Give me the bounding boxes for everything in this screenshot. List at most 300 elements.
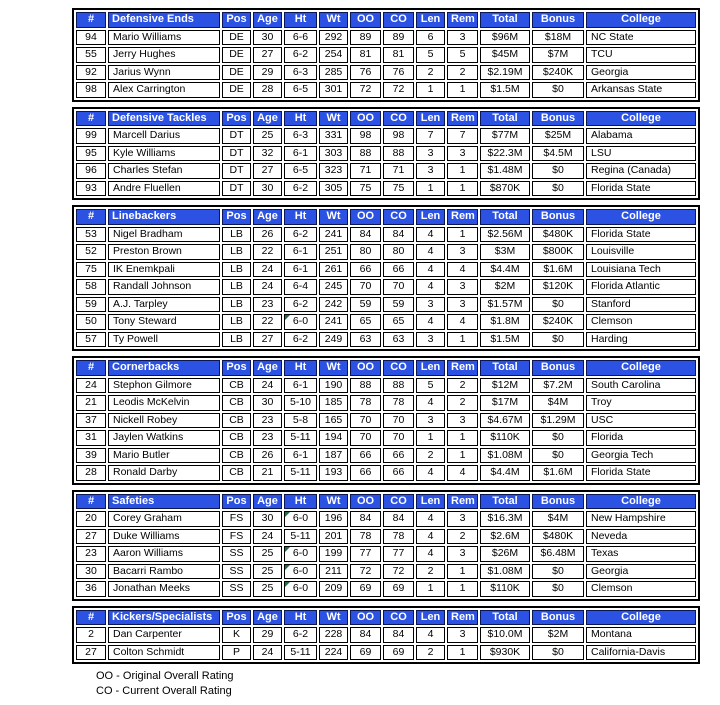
cell-rem[interactable]: 1 xyxy=(447,227,478,243)
cell-total[interactable]: $45M xyxy=(480,47,530,63)
cell-pos[interactable]: FS xyxy=(222,511,251,527)
cell-ht[interactable]: 6-2 xyxy=(284,332,317,348)
cell-ht[interactable]: 5-11 xyxy=(284,465,317,481)
cell-age[interactable]: 30 xyxy=(253,511,282,527)
cell-ht-flagged[interactable]: 6-0 xyxy=(284,581,317,597)
cell-bonus[interactable]: $7.2M xyxy=(532,378,584,394)
cell-ht-flagged[interactable]: 6-0 xyxy=(284,314,317,330)
cell-pos[interactable]: CB xyxy=(222,413,251,429)
column-header-college[interactable]: College xyxy=(586,494,696,510)
cell-num[interactable]: 39 xyxy=(76,448,106,464)
cell-num[interactable]: 98 xyxy=(76,82,106,98)
cell-rem[interactable]: 2 xyxy=(447,378,478,394)
cell-num[interactable]: 21 xyxy=(76,395,106,411)
cell-rem[interactable]: 1 xyxy=(447,645,478,661)
cell-age[interactable]: 29 xyxy=(253,65,282,81)
cell-rem[interactable]: 1 xyxy=(447,430,478,446)
cell-total[interactable]: $1.08M xyxy=(480,448,530,464)
column-header-college[interactable]: College xyxy=(586,360,696,376)
cell-age[interactable]: 32 xyxy=(253,146,282,162)
cell-num[interactable]: 30 xyxy=(76,564,106,580)
cell-player-name[interactable]: Duke Williams xyxy=(108,529,220,545)
cell-age[interactable]: 30 xyxy=(253,30,282,46)
cell-total[interactable]: $2M xyxy=(480,279,530,295)
column-header-oo[interactable]: OO xyxy=(350,360,381,376)
cell-wt[interactable]: 199 xyxy=(319,546,348,562)
cell-player-name[interactable]: Ronald Darby xyxy=(108,465,220,481)
column-header-total[interactable]: Total xyxy=(480,360,530,376)
cell-total[interactable]: $4.4M xyxy=(480,465,530,481)
column-header-ht[interactable]: Ht xyxy=(284,610,317,626)
cell-bonus[interactable]: $120K xyxy=(532,279,584,295)
cell-oo[interactable]: 59 xyxy=(350,297,381,313)
cell-age[interactable]: 24 xyxy=(253,279,282,295)
cell-len[interactable]: 5 xyxy=(416,378,445,394)
cell-pos[interactable]: LB xyxy=(222,332,251,348)
cell-num[interactable]: 55 xyxy=(76,47,106,63)
cell-player-name[interactable]: Colton Schmidt xyxy=(108,645,220,661)
cell-age[interactable]: 25 xyxy=(253,564,282,580)
cell-rem[interactable]: 4 xyxy=(447,314,478,330)
column-header-rem[interactable]: Rem xyxy=(447,494,478,510)
cell-wt[interactable]: 187 xyxy=(319,448,348,464)
column-header-num[interactable]: # xyxy=(76,111,106,127)
cell-player-name[interactable]: Preston Brown xyxy=(108,244,220,260)
cell-num[interactable]: 23 xyxy=(76,546,106,562)
cell-bonus[interactable]: $240K xyxy=(532,314,584,330)
cell-pos[interactable]: LB xyxy=(222,297,251,313)
cell-co[interactable]: 89 xyxy=(383,30,414,46)
cell-co[interactable]: 72 xyxy=(383,82,414,98)
cell-total[interactable]: $4.67M xyxy=(480,413,530,429)
cell-college[interactable]: Regina (Canada) xyxy=(586,163,696,179)
column-header-co[interactable]: CO xyxy=(383,12,414,28)
cell-rem[interactable]: 2 xyxy=(447,529,478,545)
cell-total[interactable]: $110K xyxy=(480,581,530,597)
cell-age[interactable]: 23 xyxy=(253,413,282,429)
cell-college[interactable]: South Carolina xyxy=(586,378,696,394)
column-header-co[interactable]: CO xyxy=(383,360,414,376)
cell-rem[interactable]: 3 xyxy=(447,627,478,643)
cell-pos[interactable]: DT xyxy=(222,146,251,162)
cell-rem[interactable]: 5 xyxy=(447,47,478,63)
cell-bonus[interactable]: $0 xyxy=(532,581,584,597)
cell-player-name[interactable]: Nickell Robey xyxy=(108,413,220,429)
cell-age[interactable]: 25 xyxy=(253,581,282,597)
cell-college[interactable]: Clemson xyxy=(586,314,696,330)
cell-player-name[interactable]: Charles Stefan xyxy=(108,163,220,179)
cell-oo[interactable]: 70 xyxy=(350,430,381,446)
cell-ht[interactable]: 6-1 xyxy=(284,244,317,260)
cell-len[interactable]: 6 xyxy=(416,30,445,46)
cell-pos[interactable]: SS xyxy=(222,581,251,597)
cell-total[interactable]: $3M xyxy=(480,244,530,260)
column-header-co[interactable]: CO xyxy=(383,209,414,225)
column-header-len[interactable]: Len xyxy=(416,111,445,127)
cell-player-name[interactable]: Nigel Bradham xyxy=(108,227,220,243)
cell-player-name[interactable]: Jonathan Meeks xyxy=(108,581,220,597)
column-header-ht[interactable]: Ht xyxy=(284,494,317,510)
cell-age[interactable]: 29 xyxy=(253,627,282,643)
cell-college[interactable]: Troy xyxy=(586,395,696,411)
cell-oo[interactable]: 69 xyxy=(350,645,381,661)
cell-oo[interactable]: 81 xyxy=(350,47,381,63)
cell-ht[interactable]: 5-11 xyxy=(284,645,317,661)
cell-num[interactable]: 27 xyxy=(76,529,106,545)
cell-bonus[interactable]: $25M xyxy=(532,128,584,144)
cell-oo[interactable]: 78 xyxy=(350,529,381,545)
cell-ht[interactable]: 6-5 xyxy=(284,82,317,98)
cell-player-name[interactable]: Corey Graham xyxy=(108,511,220,527)
cell-bonus[interactable]: $0 xyxy=(532,448,584,464)
cell-pos[interactable]: DE xyxy=(222,47,251,63)
cell-co[interactable]: 66 xyxy=(383,448,414,464)
cell-co[interactable]: 71 xyxy=(383,163,414,179)
column-header-wt[interactable]: Wt xyxy=(319,111,348,127)
cell-len[interactable]: 4 xyxy=(416,244,445,260)
cell-oo[interactable]: 75 xyxy=(350,181,381,197)
column-header-oo[interactable]: OO xyxy=(350,12,381,28)
cell-co[interactable]: 66 xyxy=(383,262,414,278)
cell-college[interactable]: Georgia xyxy=(586,564,696,580)
cell-bonus[interactable]: $4M xyxy=(532,511,584,527)
cell-rem[interactable]: 1 xyxy=(447,581,478,597)
column-header-bonus[interactable]: Bonus xyxy=(532,111,584,127)
cell-ht[interactable]: 6-5 xyxy=(284,163,317,179)
cell-age[interactable]: 28 xyxy=(253,82,282,98)
cell-pos[interactable]: SS xyxy=(222,564,251,580)
cell-len[interactable]: 4 xyxy=(416,395,445,411)
column-header-num[interactable]: # xyxy=(76,494,106,510)
cell-player-name[interactable]: Bacarri Rambo xyxy=(108,564,220,580)
cell-num[interactable]: 59 xyxy=(76,297,106,313)
cell-college[interactable]: California-Davis xyxy=(586,645,696,661)
cell-pos[interactable]: CB xyxy=(222,448,251,464)
cell-college[interactable]: Clemson xyxy=(586,581,696,597)
cell-oo[interactable]: 66 xyxy=(350,262,381,278)
cell-total[interactable]: $96M xyxy=(480,30,530,46)
section-title[interactable]: Safeties xyxy=(108,494,220,510)
cell-num[interactable]: 94 xyxy=(76,30,106,46)
column-header-oo[interactable]: OO xyxy=(350,209,381,225)
cell-bonus[interactable]: $0 xyxy=(532,163,584,179)
cell-num[interactable]: 20 xyxy=(76,511,106,527)
cell-ht[interactable]: 6-2 xyxy=(284,297,317,313)
cell-player-name[interactable]: Alex Carrington xyxy=(108,82,220,98)
cell-oo[interactable]: 89 xyxy=(350,30,381,46)
cell-num[interactable]: 96 xyxy=(76,163,106,179)
cell-co[interactable]: 84 xyxy=(383,511,414,527)
cell-ht[interactable]: 6-2 xyxy=(284,627,317,643)
cell-co[interactable]: 72 xyxy=(383,564,414,580)
cell-total[interactable]: $2.56M xyxy=(480,227,530,243)
cell-len[interactable]: 2 xyxy=(416,645,445,661)
cell-rem[interactable]: 3 xyxy=(447,511,478,527)
cell-rem[interactable]: 3 xyxy=(447,146,478,162)
cell-bonus[interactable]: $4M xyxy=(532,395,584,411)
cell-pos[interactable]: DE xyxy=(222,65,251,81)
cell-wt[interactable]: 251 xyxy=(319,244,348,260)
cell-co[interactable]: 70 xyxy=(383,430,414,446)
cell-total[interactable]: $77M xyxy=(480,128,530,144)
cell-pos[interactable]: P xyxy=(222,645,251,661)
cell-num[interactable]: 24 xyxy=(76,378,106,394)
cell-num[interactable]: 57 xyxy=(76,332,106,348)
cell-len[interactable]: 4 xyxy=(416,627,445,643)
cell-pos[interactable]: CB xyxy=(222,395,251,411)
cell-oo[interactable]: 88 xyxy=(350,378,381,394)
cell-wt[interactable]: 285 xyxy=(319,65,348,81)
cell-pos[interactable]: LB xyxy=(222,244,251,260)
column-header-age[interactable]: Age xyxy=(253,111,282,127)
cell-wt[interactable]: 209 xyxy=(319,581,348,597)
cell-len[interactable]: 4 xyxy=(416,314,445,330)
cell-rem[interactable]: 1 xyxy=(447,448,478,464)
cell-bonus[interactable]: $240K xyxy=(532,65,584,81)
cell-pos[interactable]: DE xyxy=(222,82,251,98)
cell-bonus[interactable]: $480K xyxy=(532,227,584,243)
column-header-rem[interactable]: Rem xyxy=(447,610,478,626)
cell-rem[interactable]: 3 xyxy=(447,30,478,46)
cell-co[interactable]: 69 xyxy=(383,645,414,661)
cell-total[interactable]: $110K xyxy=(480,430,530,446)
cell-len[interactable]: 7 xyxy=(416,128,445,144)
column-header-len[interactable]: Len xyxy=(416,360,445,376)
cell-co[interactable]: 59 xyxy=(383,297,414,313)
cell-ht[interactable]: 6-2 xyxy=(284,47,317,63)
cell-age[interactable]: 22 xyxy=(253,244,282,260)
cell-rem[interactable]: 3 xyxy=(447,413,478,429)
cell-college[interactable]: Louisiana Tech xyxy=(586,262,696,278)
column-header-age[interactable]: Age xyxy=(253,610,282,626)
cell-ht[interactable]: 6-1 xyxy=(284,378,317,394)
cell-len[interactable]: 1 xyxy=(416,430,445,446)
cell-num[interactable]: 27 xyxy=(76,645,106,661)
cell-rem[interactable]: 1 xyxy=(447,163,478,179)
cell-pos[interactable]: CB xyxy=(222,430,251,446)
cell-ht-flagged[interactable]: 6-0 xyxy=(284,546,317,562)
column-header-rem[interactable]: Rem xyxy=(447,209,478,225)
cell-bonus[interactable]: $0 xyxy=(532,332,584,348)
column-header-len[interactable]: Len xyxy=(416,494,445,510)
cell-co[interactable]: 88 xyxy=(383,378,414,394)
cell-wt[interactable]: 241 xyxy=(319,314,348,330)
cell-num[interactable]: 53 xyxy=(76,227,106,243)
cell-pos[interactable]: CB xyxy=(222,378,251,394)
cell-wt[interactable]: 254 xyxy=(319,47,348,63)
cell-college[interactable]: Montana xyxy=(586,627,696,643)
cell-wt[interactable]: 228 xyxy=(319,627,348,643)
cell-player-name[interactable]: Kyle Williams xyxy=(108,146,220,162)
column-header-rem[interactable]: Rem xyxy=(447,111,478,127)
cell-num[interactable]: 50 xyxy=(76,314,106,330)
cell-num[interactable]: 52 xyxy=(76,244,106,260)
cell-co[interactable]: 65 xyxy=(383,314,414,330)
cell-age[interactable]: 25 xyxy=(253,546,282,562)
cell-ht[interactable]: 6-2 xyxy=(284,181,317,197)
cell-oo[interactable]: 66 xyxy=(350,465,381,481)
cell-player-name[interactable]: Stephon Gilmore xyxy=(108,378,220,394)
cell-len[interactable]: 5 xyxy=(416,47,445,63)
cell-age[interactable]: 23 xyxy=(253,430,282,446)
cell-ht[interactable]: 6-3 xyxy=(284,128,317,144)
cell-total[interactable]: $22.3M xyxy=(480,146,530,162)
cell-college[interactable]: New Hampshire xyxy=(586,511,696,527)
cell-ht[interactable]: 6-4 xyxy=(284,279,317,295)
cell-pos[interactable]: DT xyxy=(222,128,251,144)
column-header-total[interactable]: Total xyxy=(480,494,530,510)
cell-wt[interactable]: 249 xyxy=(319,332,348,348)
cell-total[interactable]: $1.57M xyxy=(480,297,530,313)
cell-player-name[interactable]: Randall Johnson xyxy=(108,279,220,295)
cell-co[interactable]: 98 xyxy=(383,128,414,144)
column-header-college[interactable]: College xyxy=(586,610,696,626)
cell-player-name[interactable]: Marcell Darius xyxy=(108,128,220,144)
cell-co[interactable]: 84 xyxy=(383,627,414,643)
column-header-age[interactable]: Age xyxy=(253,12,282,28)
cell-age[interactable]: 24 xyxy=(253,378,282,394)
cell-player-name[interactable]: Andre Fluellen xyxy=(108,181,220,197)
cell-rem[interactable]: 3 xyxy=(447,279,478,295)
column-header-total[interactable]: Total xyxy=(480,209,530,225)
column-header-college[interactable]: College xyxy=(586,209,696,225)
cell-college[interactable]: LSU xyxy=(586,146,696,162)
column-header-bonus[interactable]: Bonus xyxy=(532,360,584,376)
cell-len[interactable]: 1 xyxy=(416,181,445,197)
cell-oo[interactable]: 84 xyxy=(350,627,381,643)
column-header-pos[interactable]: Pos xyxy=(222,111,251,127)
cell-college[interactable]: Louisville xyxy=(586,244,696,260)
cell-len[interactable]: 3 xyxy=(416,332,445,348)
cell-wt[interactable]: 194 xyxy=(319,430,348,446)
cell-bonus[interactable]: $1.6M xyxy=(532,262,584,278)
cell-player-name[interactable]: IK Enemkpali xyxy=(108,262,220,278)
cell-co[interactable]: 76 xyxy=(383,65,414,81)
cell-bonus[interactable]: $6.48M xyxy=(532,546,584,562)
cell-player-name[interactable]: Mario Butler xyxy=(108,448,220,464)
column-header-pos[interactable]: Pos xyxy=(222,209,251,225)
column-header-age[interactable]: Age xyxy=(253,209,282,225)
cell-total[interactable]: $4.4M xyxy=(480,262,530,278)
cell-pos[interactable]: LB xyxy=(222,279,251,295)
cell-total[interactable]: $1.08M xyxy=(480,564,530,580)
column-header-co[interactable]: CO xyxy=(383,610,414,626)
cell-co[interactable]: 84 xyxy=(383,227,414,243)
column-header-college[interactable]: College xyxy=(586,12,696,28)
cell-co[interactable]: 69 xyxy=(383,581,414,597)
column-header-num[interactable]: # xyxy=(76,209,106,225)
cell-rem[interactable]: 3 xyxy=(447,297,478,313)
cell-oo[interactable]: 70 xyxy=(350,279,381,295)
cell-total[interactable]: $1.5M xyxy=(480,332,530,348)
cell-ht[interactable]: 5-11 xyxy=(284,529,317,545)
cell-rem[interactable]: 2 xyxy=(447,65,478,81)
cell-rem[interactable]: 4 xyxy=(447,262,478,278)
cell-pos[interactable]: LB xyxy=(222,314,251,330)
cell-wt[interactable]: 303 xyxy=(319,146,348,162)
column-header-bonus[interactable]: Bonus xyxy=(532,209,584,225)
cell-oo[interactable]: 72 xyxy=(350,82,381,98)
cell-college[interactable]: Florida Atlantic xyxy=(586,279,696,295)
cell-oo[interactable]: 63 xyxy=(350,332,381,348)
cell-len[interactable]: 4 xyxy=(416,465,445,481)
cell-len[interactable]: 4 xyxy=(416,227,445,243)
cell-total[interactable]: $17M xyxy=(480,395,530,411)
column-header-total[interactable]: Total xyxy=(480,12,530,28)
cell-total[interactable]: $2.6M xyxy=(480,529,530,545)
cell-player-name[interactable]: Tony Steward xyxy=(108,314,220,330)
column-header-total[interactable]: Total xyxy=(480,610,530,626)
cell-wt[interactable]: 241 xyxy=(319,227,348,243)
cell-len[interactable]: 3 xyxy=(416,163,445,179)
column-header-rem[interactable]: Rem xyxy=(447,12,478,28)
column-header-rem[interactable]: Rem xyxy=(447,360,478,376)
cell-oo[interactable]: 88 xyxy=(350,146,381,162)
cell-total[interactable]: $1.8M xyxy=(480,314,530,330)
cell-rem[interactable]: 4 xyxy=(447,465,478,481)
cell-age[interactable]: 25 xyxy=(253,128,282,144)
column-header-co[interactable]: CO xyxy=(383,111,414,127)
cell-wt[interactable]: 201 xyxy=(319,529,348,545)
cell-college[interactable]: Florida State xyxy=(586,227,696,243)
cell-wt[interactable]: 165 xyxy=(319,413,348,429)
column-header-len[interactable]: Len xyxy=(416,12,445,28)
cell-age[interactable]: 22 xyxy=(253,314,282,330)
column-header-college[interactable]: College xyxy=(586,111,696,127)
cell-age[interactable]: 23 xyxy=(253,297,282,313)
cell-age[interactable]: 26 xyxy=(253,448,282,464)
column-header-num[interactable]: # xyxy=(76,360,106,376)
cell-college[interactable]: Arkansas State xyxy=(586,82,696,98)
column-header-oo[interactable]: OO xyxy=(350,610,381,626)
cell-player-name[interactable]: Jerry Hughes xyxy=(108,47,220,63)
cell-college[interactable]: TCU xyxy=(586,47,696,63)
cell-player-name[interactable]: Aaron Williams xyxy=(108,546,220,562)
column-header-wt[interactable]: Wt xyxy=(319,360,348,376)
cell-college[interactable]: Florida State xyxy=(586,465,696,481)
cell-wt[interactable]: 224 xyxy=(319,645,348,661)
cell-total[interactable]: $930K xyxy=(480,645,530,661)
cell-num[interactable]: 92 xyxy=(76,65,106,81)
column-header-ht[interactable]: Ht xyxy=(284,111,317,127)
cell-num[interactable]: 31 xyxy=(76,430,106,446)
cell-ht[interactable]: 5-11 xyxy=(284,430,317,446)
cell-rem[interactable]: 3 xyxy=(447,546,478,562)
cell-rem[interactable]: 3 xyxy=(447,244,478,260)
cell-len[interactable]: 3 xyxy=(416,146,445,162)
cell-co[interactable]: 77 xyxy=(383,546,414,562)
cell-ht[interactable]: 6-3 xyxy=(284,65,317,81)
cell-wt[interactable]: 196 xyxy=(319,511,348,527)
cell-oo[interactable]: 78 xyxy=(350,395,381,411)
cell-rem[interactable]: 1 xyxy=(447,564,478,580)
cell-pos[interactable]: DT xyxy=(222,181,251,197)
section-title[interactable]: Cornerbacks xyxy=(108,360,220,376)
column-header-co[interactable]: CO xyxy=(383,494,414,510)
cell-co[interactable]: 70 xyxy=(383,279,414,295)
cell-oo[interactable]: 70 xyxy=(350,413,381,429)
cell-oo[interactable]: 71 xyxy=(350,163,381,179)
column-header-bonus[interactable]: Bonus xyxy=(532,494,584,510)
cell-wt[interactable]: 211 xyxy=(319,564,348,580)
cell-num[interactable]: 37 xyxy=(76,413,106,429)
cell-len[interactable]: 2 xyxy=(416,65,445,81)
cell-oo[interactable]: 72 xyxy=(350,564,381,580)
column-header-len[interactable]: Len xyxy=(416,610,445,626)
cell-player-name[interactable]: Ty Powell xyxy=(108,332,220,348)
cell-co[interactable]: 66 xyxy=(383,465,414,481)
column-header-len[interactable]: Len xyxy=(416,209,445,225)
